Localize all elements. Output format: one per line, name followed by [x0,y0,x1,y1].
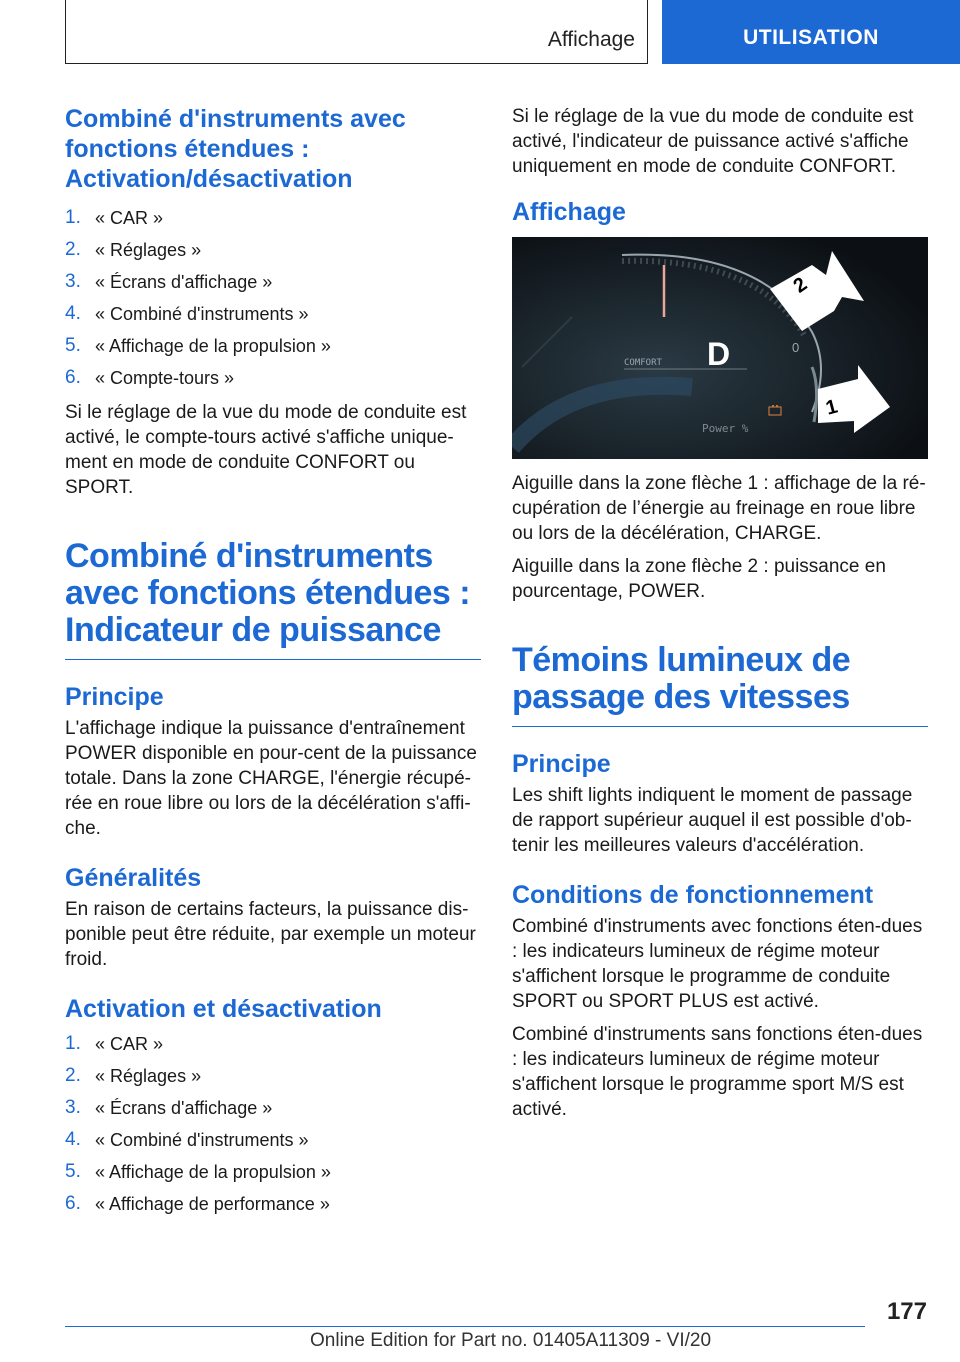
list-item: 5. « Affichage de la propulsion » [65,1161,331,1182]
list-item: 6. « Affichage de performance » [65,1193,330,1214]
paragraph: Combiné d'instruments avec fonctions éten-dues : les indicateurs lumineux de régime moteur s'affichent lorsque le programme de conduite SPORT ou SPORT PLUS est activé. [512,916,923,1012]
footer-edition: Online Edition for Part no. 01405A11309 - VI/20 [310,1330,712,1351]
right-column [512,104,928,1130]
power-label: Power % [702,422,749,435]
figure-caption-2: Aiguille dans la zone flèche 2 : puissance en pourcentage, POWER. [512,556,886,602]
zero-mark: 0 [792,340,800,355]
list-item: 3. « Écrans d'affichage » [65,1097,273,1118]
paragraph: Les shift lights indiquent le moment de passage de rapport supérieur auquel il est possible d'ob-tenir les meilleures valeurs d'accélération. [512,785,913,856]
paragraph: L'affichage indique la puissance d'entraînement POWER disponible en pour-cent de la puissance totale. Dans la zone CHARGE, l'énergie récupé-rée en roue libre ou lors de la décélération s'affi-che. [65,718,477,839]
header-chapter-tab[interactable]: UTILISATION [662,0,960,64]
subsection-title-affichage: Affichage [512,198,626,226]
list-item: 2. « Réglages » [65,1065,202,1086]
list-item: 2. « Réglages » [65,239,202,260]
subsection-title-conditions: Conditions de fonctionnement [512,881,874,909]
divider [512,726,928,727]
subsection-title-principe: Principe [512,750,611,778]
section-title-activation: Combiné d'instruments avec fonctions étendues : Activation/désactivation [65,105,406,193]
list-item: 1. « CAR » [65,207,164,228]
chapter-title-shift-lights: Témoins lumineux de passage des vitesses [512,641,851,716]
list-item: 5. « Affichage de la propulsion » [65,335,331,356]
paragraph: Combiné d'instruments sans fonctions éten-dues : les indicateurs lumineux de régime moteur s'affichent lorsque le programme sport M/S est activé. [512,1024,923,1120]
arrow-2-label: 2 [789,273,812,298]
list-item: 6. « Compte-tours » [65,367,235,388]
steps-list-2 [65,1028,481,1220]
paragraph: En raison de certains facteurs, la puissance dis-ponible peut être réduite, par exemple un moteur froid. [65,899,476,970]
left-column [65,104,481,1226]
mode-label: COMFORT [624,358,662,368]
arrow-1-label: 1 [823,395,840,420]
figure-caption-1: Aiguille dans la zone flèche 1 : affichage de la ré-cupération de l’énergie au freinage en roue libre ou lors de la décélération, CHARGE. [512,473,926,544]
header-section-title: Affichage [547,28,635,51]
list-item: 3. « Écrans d'affichage » [65,271,273,292]
footer-divider [65,1326,865,1327]
subsection-title-principe: Principe [65,683,164,711]
paragraph: Si le réglage de la vue du mode de conduite est activé, le compte-tours activé s'affiche unique-ment en mode de conduite CONFORT ou SPORT. [65,402,467,498]
list-item: 4. « Combiné d'instruments » [65,1129,309,1150]
gear-indicator: D [707,336,731,372]
subsection-title-activation: Activation et désactivation [65,995,382,1023]
chapter-title-power: Combiné d'instruments avec fonctions étendues : Indicateur de puissance [65,537,471,649]
divider [65,659,481,660]
subsection-title-generalites: Généralités [65,864,202,892]
instrument-cluster-figure [512,237,928,459]
instrument-cluster-illustration [512,237,928,459]
list-item: 4. « Combiné d'instruments » [65,303,309,324]
list-item: 1. « CAR » [65,1033,164,1054]
paragraph: Si le réglage de la vue du mode de conduite est activé, l'indicateur de puissance activé s'affiche uniquement en mode de conduite CONFORT. [512,106,914,177]
page-number: 177 [886,1298,927,1325]
steps-list-1 [65,202,481,394]
